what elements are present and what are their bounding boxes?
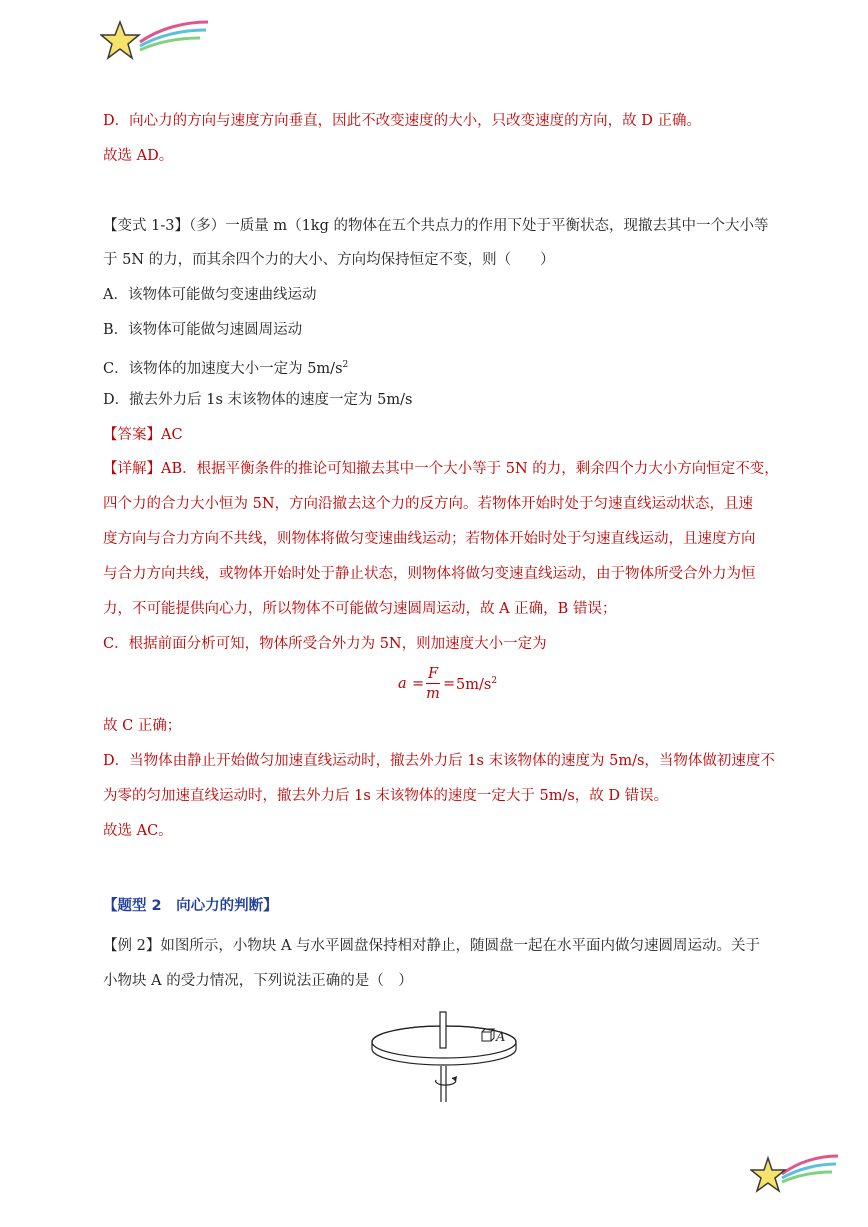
formula-lhs: a — [398, 676, 407, 692]
question-line: 【例 2】如图所示，小物块 A 与水平圆盘保持相对静止，随圆盘一起在水平面内做匀速圆周运动。关于 — [103, 938, 761, 954]
formula-numerator: F — [427, 666, 439, 682]
option-a: A．该物体可能做匀变速曲线运动 — [103, 287, 317, 303]
star-icon — [100, 18, 210, 66]
answer-line: 【答案】AC — [103, 427, 183, 443]
explanation-line: 【详解】AB．根据平衡条件的推论可知撤去其中一个大小等于 5N 的力，剩余四个力大小方向恒定不变， — [103, 461, 779, 477]
block-label: A — [496, 1030, 506, 1045]
formula-rhs: $5m/s^2$ — [456, 676, 498, 693]
question-line: 【变式 1-3】（多）一质量 m（1kg 的物体在五个共点力的作用下处于平衡状态，现撤去其中一个大小等 — [103, 218, 769, 234]
star-icon — [750, 1150, 840, 1200]
formula-equals: = — [443, 676, 456, 692]
section-heading: 【题型 2 向心力的判断】 — [103, 898, 278, 914]
explanation-line: 度方向与合力方向不共线，则物体将做匀变速曲线运动；若物体开始时处于匀速直线运动，且速度方向 — [103, 531, 756, 547]
option-d: D．撤去外力后 1s 末该物体的速度一定为 5m/s — [103, 392, 413, 408]
text-line: D．向心力的方向与速度方向垂直，因此不改变速度的大小，只改变速度的方向，故 D 正确。 — [103, 113, 701, 129]
axle-top — [440, 1012, 446, 1048]
option-c: C．该物体的加速度大小一定为 $5m/s^2$ — [103, 360, 349, 377]
formula-fraction — [426, 666, 440, 702]
explanation-line: 为零的匀加速直线运动时，撤去外力后 1s 末该物体的速度一定大于 5m/s，故 D 错误。 — [103, 788, 669, 804]
formula-denominator: m — [426, 686, 440, 702]
explanation-line: D．当物体由静止开始做匀加速直线运动时，撤去外力后 1s 末该物体的速度为 5m/s，当物体做初速度不 — [103, 753, 775, 769]
explanation-line: 故 C 正确； — [103, 718, 182, 734]
acceleration-formula — [398, 666, 538, 710]
formula-equals: = — [412, 676, 425, 692]
question-line: 小物块 A 的受力情况，下列说法正确的是（ ） — [103, 973, 413, 989]
explanation-line: 四个力的合力大小恒为 5N，方向沿撤去这个力的反方向。若物体开始时处于匀速直线运动状态，且速 — [103, 496, 754, 512]
text-line: 故选 AD。 — [103, 148, 174, 164]
explanation-line: 与合力方向共线，或物体开始时处于静止状态，则物体将做匀变速直线运动，由于物体所受合外力为恒 — [103, 566, 756, 582]
explanation-line: C．根据前面分析可知，物体所受合外力为 5N，则加速度大小一定为 — [103, 636, 547, 652]
question-line: 于 5N 的力，而其余四个力的大小、方向均保持恒定不变，则（ ） — [103, 252, 555, 268]
option-b: B．该物体可能做匀速圆周运动 — [103, 322, 303, 338]
explanation-line: 故选 AC。 — [103, 823, 173, 839]
explanation-line: 力，不可能提供向心力，所以物体不可能做匀速圆周运动，故 A 正确，B 错误； — [103, 601, 617, 617]
superscript: 2 — [342, 360, 349, 370]
fraction-bar — [426, 683, 440, 684]
turntable-diagram — [366, 1008, 526, 1104]
